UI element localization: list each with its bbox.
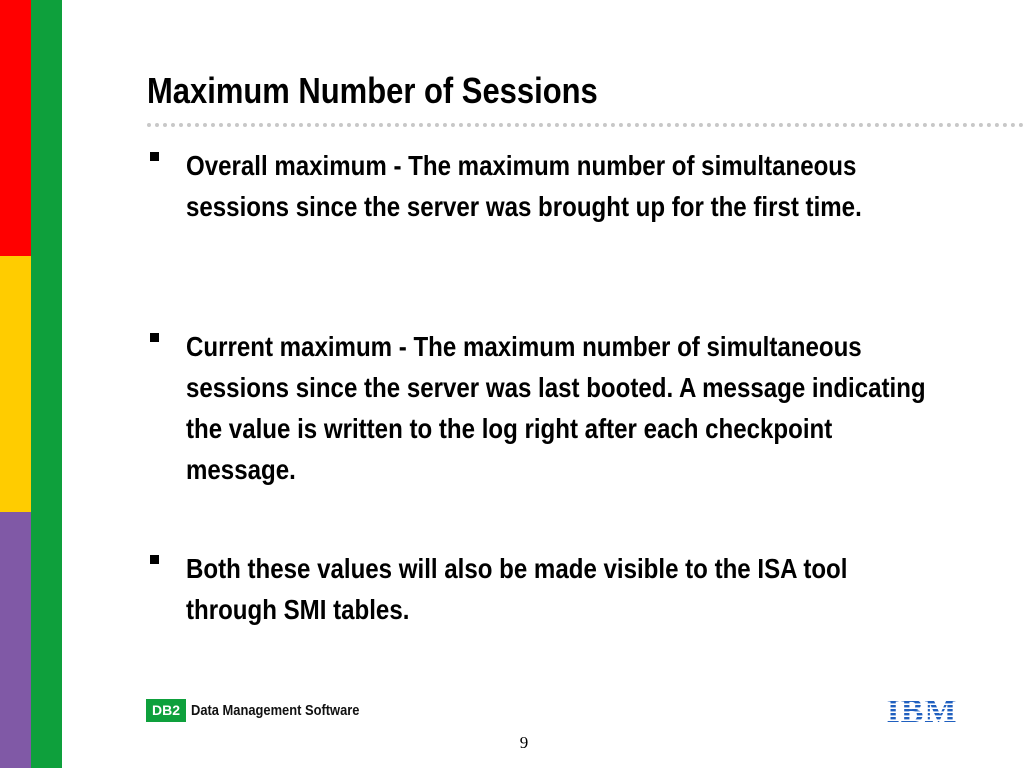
product-label: Data Management Software — [191, 702, 360, 719]
left-color-bar-red — [0, 0, 31, 256]
slide-title: Maximum Number of Sessions — [147, 70, 598, 111]
bullet-text: Both these values will also be made visible to the ISA tool through SMI tables. — [186, 553, 848, 625]
title-divider — [147, 123, 1024, 127]
bullet-text: Current maximum - The maximum number of simultaneous sessions since the server was last booted. A message indicating the value is written to the log right after each checkpoint message. — [186, 331, 926, 485]
bullet-square-icon — [150, 333, 159, 342]
page-number: 9 — [519, 733, 529, 752]
db2-footer-logo — [146, 699, 387, 722]
bullet-square-icon — [150, 152, 159, 161]
ibm-logo — [884, 693, 960, 725]
db2-badge: DB2 — [146, 699, 186, 722]
bullet-square-icon — [150, 555, 159, 564]
left-color-bar-yellow — [0, 256, 31, 512]
left-color-bar-green — [31, 0, 62, 768]
bullet-text: Overall maximum - The maximum number of simultaneous sessions since the server was brought up for the first time. — [186, 150, 862, 222]
left-color-bar-purple — [0, 512, 31, 768]
